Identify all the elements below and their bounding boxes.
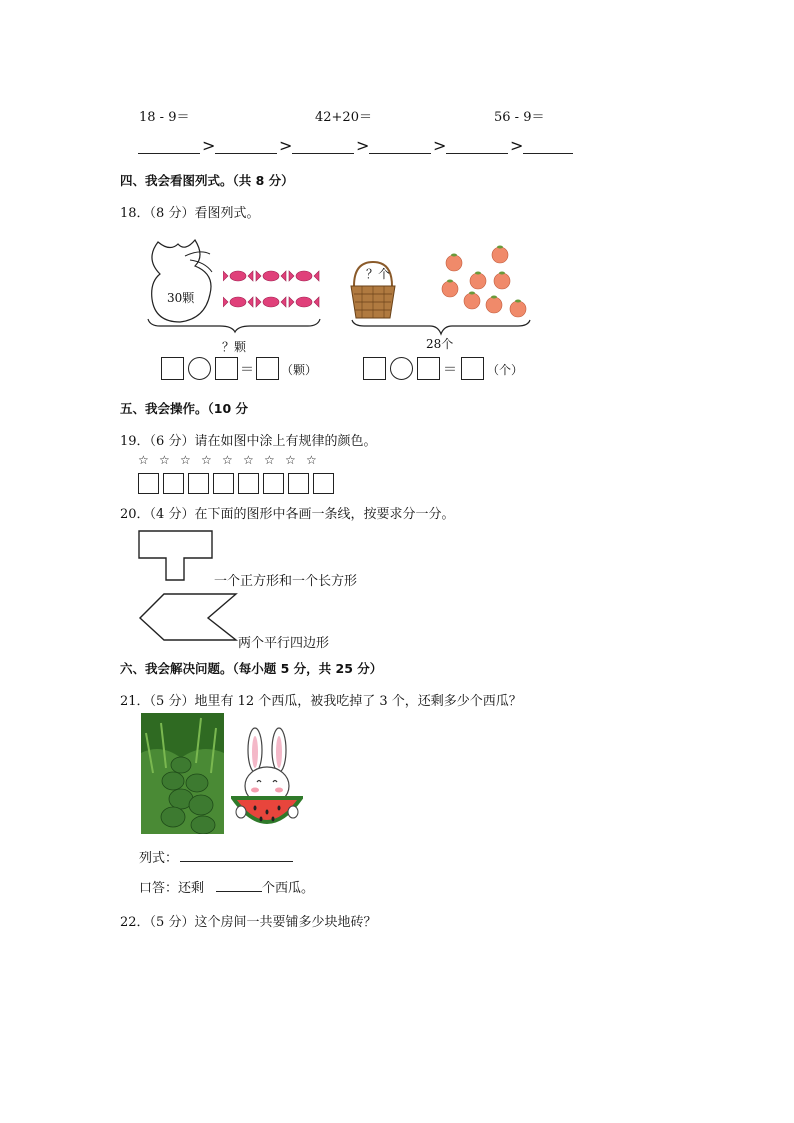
color-square[interactable] bbox=[313, 473, 334, 494]
color-square[interactable] bbox=[138, 473, 159, 494]
peach-icon bbox=[492, 247, 508, 263]
blank-1[interactable] bbox=[138, 153, 200, 154]
watermelon-field-photo bbox=[141, 713, 224, 834]
peach-icon bbox=[446, 255, 462, 271]
arrow-shape[interactable] bbox=[136, 590, 240, 644]
peach-icon bbox=[470, 273, 486, 289]
blank-3[interactable] bbox=[292, 153, 354, 154]
peach-group bbox=[438, 243, 533, 323]
candy-icon bbox=[256, 297, 286, 307]
formula-blank[interactable] bbox=[180, 861, 293, 862]
color-square[interactable] bbox=[238, 473, 259, 494]
answer-prefix: 口答：还剩 bbox=[139, 881, 205, 896]
star-icon: ☆ bbox=[306, 453, 317, 467]
answer-box[interactable] bbox=[461, 357, 484, 380]
bag-label: 30颗 bbox=[167, 291, 195, 305]
unit-label: （颗） bbox=[281, 363, 318, 377]
total-label: 28个 bbox=[426, 337, 454, 351]
color-square[interactable] bbox=[213, 473, 234, 494]
star-icon: ☆ bbox=[243, 453, 254, 467]
answer-box[interactable] bbox=[256, 357, 279, 380]
basket-question: ？个 bbox=[366, 267, 391, 281]
greater-sign: > bbox=[356, 136, 370, 155]
candy-icon bbox=[223, 297, 253, 307]
color-square[interactable] bbox=[163, 473, 184, 494]
shape1-label: 一个正方形和一个长方形 bbox=[214, 574, 358, 589]
color-square[interactable] bbox=[288, 473, 309, 494]
question-18: 18．（8 分）看图列式。 bbox=[120, 206, 260, 221]
shape2-label: 两个平行四边形 bbox=[238, 636, 330, 651]
star-icon: ☆ bbox=[180, 453, 191, 467]
t-shape[interactable] bbox=[136, 528, 216, 584]
star-icon: ☆ bbox=[138, 453, 149, 467]
equals-sign: ＝ bbox=[443, 362, 457, 378]
brace-2 bbox=[350, 318, 532, 336]
star-icon: ☆ bbox=[285, 453, 296, 467]
answer-box[interactable] bbox=[363, 357, 386, 380]
question-19: 19．（6 分）请在如图中涂上有规律的颜色。 bbox=[120, 434, 377, 449]
greater-sign: > bbox=[202, 136, 216, 155]
candy-icon bbox=[289, 297, 319, 307]
answer-blank[interactable] bbox=[216, 891, 262, 892]
equals-sign: ＝ bbox=[240, 362, 254, 378]
question-21: 21．（5 分）地里有 12 个西瓜，被我吃掉了 3 个，还剩多少个西瓜？ bbox=[120, 694, 522, 709]
question-22: 22．（5 分）这个房间一共要铺多少块地砖？ bbox=[120, 915, 377, 930]
candy-icon bbox=[289, 271, 319, 281]
unit-label: （个） bbox=[487, 363, 524, 377]
candy-icon bbox=[256, 271, 286, 281]
section-6-title: 六、我会解决问题。（每小题 5 分，共 25 分） bbox=[120, 661, 383, 676]
arith-b: 42+20＝ bbox=[315, 110, 372, 125]
peach-icon bbox=[464, 293, 480, 309]
peach-icon bbox=[442, 281, 458, 297]
arith-a: 18 - 9＝ bbox=[139, 110, 190, 125]
answer-box[interactable] bbox=[417, 357, 440, 380]
bag-total-label: ？颗 bbox=[222, 340, 247, 354]
operator-circle[interactable] bbox=[188, 357, 211, 380]
question-20: 20．（4 分）在下面的图形中各画一条线，按要求分一分。 bbox=[120, 507, 455, 522]
arith-c: 56 - 9＝ bbox=[494, 110, 545, 125]
blank-4[interactable] bbox=[369, 153, 431, 154]
operator-circle[interactable] bbox=[390, 357, 413, 380]
blank-5[interactable] bbox=[446, 153, 508, 154]
formula-label: 列式： bbox=[139, 851, 179, 866]
star-icon: ☆ bbox=[201, 453, 212, 467]
star-icon: ☆ bbox=[159, 453, 170, 467]
color-square[interactable] bbox=[263, 473, 284, 494]
answer-box[interactable] bbox=[161, 357, 184, 380]
greater-sign: > bbox=[433, 136, 447, 155]
candy-group bbox=[223, 266, 323, 314]
color-square[interactable] bbox=[188, 473, 209, 494]
peach-icon bbox=[510, 301, 526, 317]
section-4-title: 四、我会看图列式。（共 8 分） bbox=[120, 173, 294, 188]
greater-sign: > bbox=[510, 136, 524, 155]
rabbit-eating-watermelon-icon bbox=[231, 726, 303, 832]
peach-icon bbox=[486, 297, 502, 313]
star-icon: ☆ bbox=[264, 453, 275, 467]
blank-2[interactable] bbox=[215, 153, 277, 154]
star-icon: ☆ bbox=[222, 453, 233, 467]
candy-icon bbox=[223, 271, 253, 281]
answer-suffix: 个西瓜。 bbox=[262, 881, 315, 896]
peach-icon bbox=[494, 273, 510, 289]
blank-6[interactable] bbox=[523, 153, 573, 154]
greater-sign: > bbox=[279, 136, 293, 155]
section-5-title: 五、我会操作。（10 分 bbox=[120, 401, 248, 416]
answer-box[interactable] bbox=[215, 357, 238, 380]
